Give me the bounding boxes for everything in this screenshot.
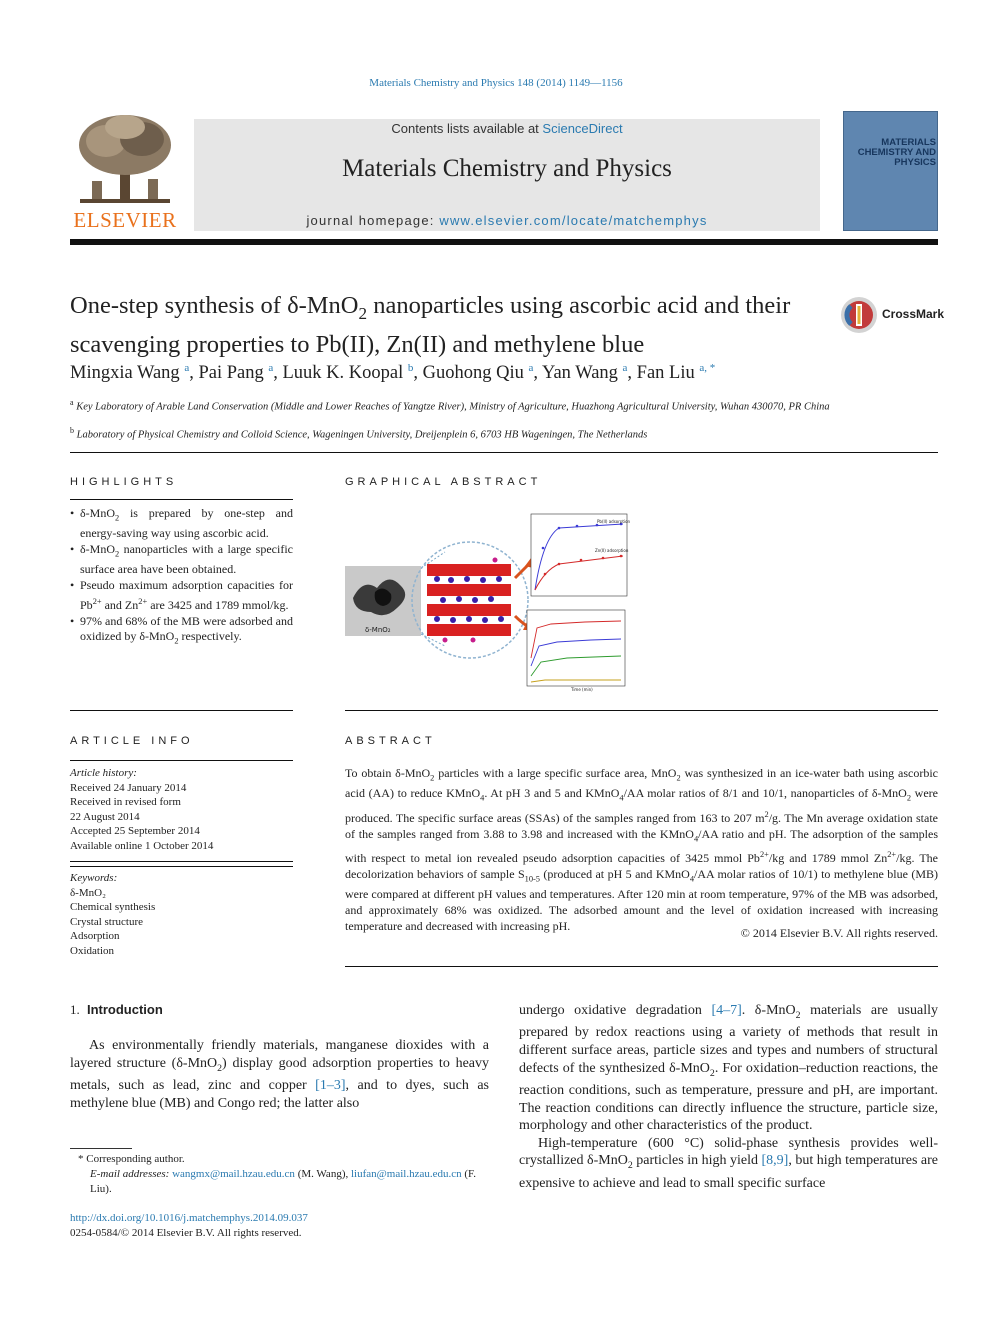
crossmark-icon [840, 296, 878, 334]
citation-link[interactable]: [4–7] [711, 1003, 742, 1018]
bottom-plot-axis-label: Time (min) [571, 687, 593, 692]
footnotes [70, 1152, 489, 1197]
keywords-rule [70, 861, 293, 862]
affiliation-a: $^a$ Key Laboratory of Arable Land Conservation (Middle and Lower Reaches of Yangtze River), Ministry of Agriculture, Huazhong Agricultural University, Wuhan 430070, PR China [70, 398, 830, 413]
doi-block [70, 1211, 489, 1241]
elsevier-wordmark: ELSEVIER [73, 208, 177, 232]
history-received: Received 24 January 2014 [70, 781, 187, 794]
section-heading-introduction [70, 1002, 163, 1018]
highlights-rule [70, 499, 293, 500]
graphical-abstract-bottom-rule [345, 710, 938, 711]
author-name[interactable]: Guohong Qiu [422, 363, 524, 384]
elsevier-logo[interactable] [70, 111, 180, 235]
author-affiliation-mark[interactable]: b [407, 362, 414, 374]
history-revised: Received in revised form [70, 796, 181, 808]
author-affiliation-mark[interactable]: a [184, 362, 190, 374]
author-affiliation-mark[interactable]: a [622, 362, 628, 374]
email-owner: (M. Wang), [294, 1168, 351, 1180]
top-plot-legend-1: Pb(II) adsorption [597, 519, 631, 524]
article-info-bottom-rule [70, 866, 293, 867]
affiliation-b: $^b$ Laboratory of Physical Chemistry and Colloid Science, Wageningen University, Dreijenplein 6, 6703 HB Wageningen, The Netherlands [70, 426, 648, 441]
particle-label: δ-MnO₂ [365, 626, 391, 634]
journal-banner [194, 119, 820, 231]
affiliation-a-text: Key Laboratory of Arable Land Conservation (Middle and Lower Reaches of Yangtze River), Ministry of Agriculture, Huazhong Agricultural University, Wuhan 430070, PR China [76, 401, 830, 413]
doi-link[interactable]: http://dx.doi.org/10.1016/j.matchemphys.2014.09.037 [70, 1212, 308, 1224]
highlights-list [70, 506, 293, 650]
abstract-text: To obtain δ-MnO$_2$ particles with a large specific surface area, MnO$_2$ was synthesized in an ice-water bath using ascorbic acid (AA) to reduce KMnO$_4$. At pH 3 and 5 and KMnO$_4$/AA molar ratios of 8/1 and 10/1, nanoparticles of δ-MnO$_2$ were produced. The specific surface areas (SSAs) of the samples ranged from 163 to 207 $m^2/g$. The Mn average oxidation state of the samples ranged from 3.88 to 3.98 and increased with the KMnO$_4$/AA ratio and pH. The adsorption of the samples with respect to metal ion revealed pseudo adsorption capacities of 3425 mmol $Pb^{2+}/kg$ and 1789 mmol $Zn^{2+}/kg$. The decolorization behaviors of sample $S_{10-5}$ (produced at pH 5 and KMnO$_4$/AA molar ratios of 10/1) to methylene blue (MB) were compared at different pH values and temperatures. After 120 min at room temperature, 97% of the MB was adsorbed, and approximately 68% was oxidized. The adsorbed amount and the level of oxidation increased with increasing temperature and decreased with increasing pH. [345, 766, 938, 933]
article-title [70, 290, 830, 360]
title-part-1: One-step synthesis of δ-MnO [70, 292, 359, 319]
keyword: Oxidation [70, 944, 114, 957]
section-number: 1. [70, 1002, 80, 1017]
author-name[interactable]: Pai Pang [198, 363, 264, 384]
journal-homepage-link[interactable]: www.elsevier.com/locate/matchemphys [439, 213, 708, 228]
elsevier-tree-icon [70, 111, 180, 211]
email-note [70, 1167, 489, 1197]
affiliation-b-text: Laboratory of Physical Chemistry and Colloid Science, Wageningen University, Dreijenplein 6, 6703 HB Wageningen, The Netherlands [76, 429, 648, 441]
email-link[interactable]: liufan@mail.hzau.edu.cn [350, 1168, 462, 1180]
highlights-heading: HIGHLIGHTS [70, 476, 178, 488]
list-item: • Pseudo maximum adsorption capacities for $Pb^{2+}$ and $Zn^{2+}$ are 3425 and 1789 mmol/kg. [70, 578, 293, 614]
journal-citation[interactable]: Materials Chemistry and Physics 148 (2014) 1149—1156 [369, 77, 623, 89]
crossmark-button[interactable] [840, 296, 945, 336]
keyword: δ-MnO₂ [70, 886, 106, 899]
list-item: • δ-MnO$_2$ is prepared by one-step and energy-saving way using ascorbic acid. [70, 506, 293, 542]
author-affiliation-mark[interactable]: a, * [699, 362, 716, 374]
section-title: Introduction [86, 1002, 163, 1017]
keywords-label: Keywords: [70, 872, 118, 884]
keyword: Crystal structure [70, 915, 144, 928]
history-accepted: Accepted 25 September 2014 [70, 825, 200, 837]
citation-link[interactable]: [1–3] [315, 1077, 346, 1093]
header-divider [70, 239, 938, 245]
email-owner: (F. Liu). [90, 1168, 477, 1195]
keyword: Adsorption [70, 930, 120, 942]
contents-prefix: Contents lists available at [391, 121, 543, 136]
intro-paragraph-2: High-temperature (600 °C) solid-phase synthesis provides well-crystallized δ-MnO$_2$ particles in high yield [8,9], but high temperatures are expensive to achieve and lead to small specific surface [519, 1135, 938, 1191]
author-name[interactable]: Yan Wang [541, 363, 618, 384]
contents-line [194, 121, 820, 136]
graphical-abstract-heading: GRAPHICAL ABSTRACT [345, 476, 542, 488]
email-link[interactable]: wangmx@mail.hzau.edu.cn [172, 1168, 295, 1180]
article-info-heading: ARTICLE INFO [70, 735, 194, 747]
abstract-bottom-rule [345, 966, 938, 967]
list-item: • 97% and 68% of the MB were adsorbed and oxidized by δ-MnO$_2$ respectively. [70, 614, 293, 650]
article-info [70, 766, 293, 958]
top-plot-legend-2: Zn(II) adsorption [595, 548, 629, 553]
graphical-abstract-image [345, 508, 637, 693]
crossmark-label: CrossMark [882, 307, 945, 321]
author-name[interactable]: Mingxia Wang [70, 363, 180, 384]
citation-link[interactable]: [8,9] [761, 1153, 789, 1169]
author-name[interactable]: Luuk K. Koopal [282, 363, 404, 384]
author-affiliation-mark[interactable]: a [528, 362, 534, 374]
author-list: Mingxia Wang $^a$, Pai Pang $^a$, Luuk K. Koopal $^b$, Guohong Qiu $^a$, Yan Wang $^a$, Fan Liu $^{a, *}$ [70, 362, 716, 384]
title-part-2: nanoparticles using ascorbic acid and their scavenging properties to Pb(II), Zn(II) and methylene blue [70, 292, 791, 358]
history-online: Available online 1 October 2014 [70, 839, 214, 852]
journal-cover-thumbnail[interactable] [843, 111, 938, 231]
abstract-heading: ABSTRACT [345, 735, 436, 747]
intro-paragraph-1-cont: undergo oxidative degradation [4–7]. δ-MnO$_2$ materials are usually prepared by redox reactions using a variety of methods that result in different surface areas, particle sizes and types and numbers of structural defects of the synthesized δ-MnO$_2$. For oxidation–reduction reactions, the reaction conditions, such as temperature, pressure and pH, are important. The reaction conditions can directly influence the structure, particle size, morphology and other characteristics of the product. [519, 1003, 938, 1134]
corresponding-author-note: * Corresponding author. [78, 1153, 185, 1165]
title-subscript: 2 [358, 303, 368, 323]
affiliation-divider [70, 452, 938, 453]
copyright: © 2014 Elsevier B.V. All rights reserved. [740, 926, 938, 940]
sciencedirect-link[interactable]: ScienceDirect [542, 121, 623, 136]
cover-title: MATERIALS CHEMISTRY AND PHYSICS [857, 137, 936, 168]
intro-paragraph-1: As environmentally friendly materials, manganese dioxides with a layered structure (δ-MnO$_2$) display good adsorption properties to heavy metals, such as lead, zinc and copper [1–3], and to dyes, such as methylene blue (MB) and Congo red; the latter also [70, 1038, 489, 1111]
author-affiliation-mark[interactable]: a [268, 362, 274, 374]
highlights-bottom-rule [70, 710, 293, 711]
article-info-rule [70, 760, 293, 761]
keyword: Chemical synthesis [70, 901, 156, 913]
issn-line: 0254-0584/© 2014 Elsevier B.V. All rights reserved. [70, 1227, 302, 1239]
intro-right-column [519, 1002, 938, 1192]
email-label: E-mail addresses: [90, 1168, 170, 1180]
list-item: • δ-MnO$_2$ nanoparticles with a large specific surface area have been obtained. [70, 542, 293, 578]
journal-header [70, 111, 938, 235]
graphical-abstract-figure[interactable] [345, 508, 637, 693]
footnote-divider [70, 1148, 132, 1149]
history-label: Article history: [70, 767, 137, 779]
homepage-prefix: journal homepage: [306, 213, 440, 228]
history-revised-date: 22 August 2014 [70, 810, 140, 823]
author-name[interactable]: Fan Liu [636, 363, 695, 384]
homepage-line [194, 213, 820, 228]
journal-title: Materials Chemistry and Physics [342, 155, 672, 182]
